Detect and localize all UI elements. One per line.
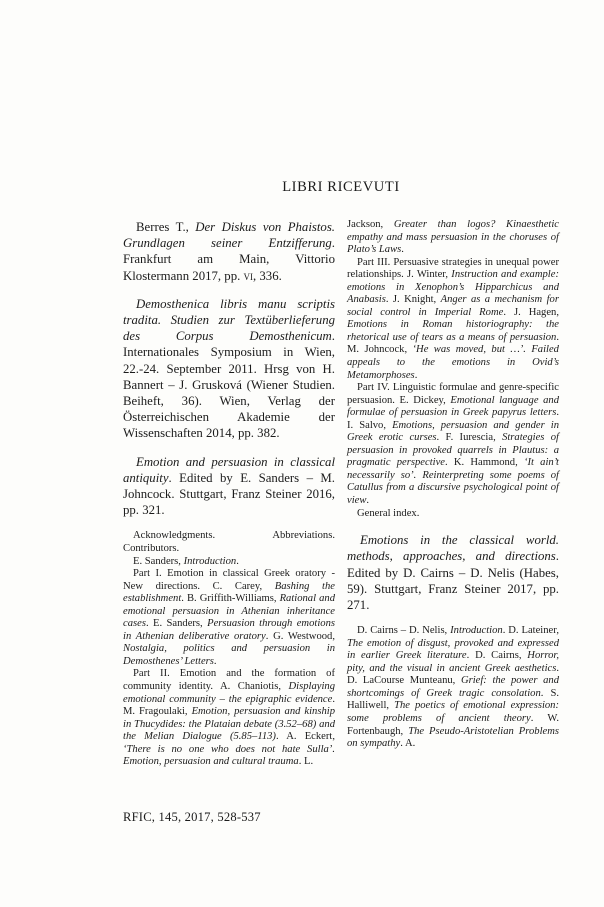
text-run: . xyxy=(401,244,404,256)
text-run: . D. Lateiner, xyxy=(502,625,559,637)
book-entry-berres xyxy=(123,219,335,284)
text-run: . xyxy=(414,369,418,381)
italic-text-run: ‘There is no one who does not hate Sulla’. Emotion, persuasion and cultural trauma xyxy=(123,743,335,768)
italic-text-run: Rational and emotional persuasion in Athenian inheritance cases xyxy=(123,593,335,630)
italic-text-run: Bashing the establishment xyxy=(123,580,335,605)
text-run: . xyxy=(236,555,239,567)
right-column xyxy=(347,219,559,769)
toc-cairns-nelis xyxy=(347,625,559,750)
italic-text-run: The poetics of emotional expression: some problems of ancient theory xyxy=(347,700,560,724)
italic-text-run: Introduction xyxy=(183,555,237,567)
text-run: . Edited by E. Sanders – M. Johncock. Stuttgart, Franz Steiner 2016, pp. 321. xyxy=(123,470,335,518)
text-run: . L. xyxy=(298,756,314,768)
italic-text-run: Grief: the power and shortcomings of Greek tragic consolation xyxy=(347,675,559,699)
text-run: . G. Westwood, xyxy=(265,630,335,642)
text-run: . xyxy=(366,495,370,507)
italic-text-run: ‘He was moved, but …’. Failed appeals to the emotions in Ovid’s Metamorphoses xyxy=(347,344,559,381)
text-run: Part II. Emotion and the formation of community identity. A. Chaniotis, xyxy=(123,668,335,693)
toc-part-2-continued xyxy=(347,219,559,257)
left-column xyxy=(123,219,335,769)
toc-part-3 xyxy=(347,257,559,382)
text-run: . A. xyxy=(400,738,416,750)
text-run: . M. Johncock, xyxy=(347,331,559,356)
italic-text-run: Emotion, persuasion and kinship in Thucydides: the Plataian debate (3.52–68) and the Melian Dialogue (5.85–113) xyxy=(123,706,336,743)
text-run: General index. xyxy=(357,507,420,519)
text-run: . B. Griffith-Williams, xyxy=(181,593,280,605)
italic-text-run: ‘It ain’t necessarily so’. Reinterpreting some poems of Catullus from a discursive psychological point of view xyxy=(347,457,559,507)
text-run: Part IV. Linguistic formulae and genre-specific persuasion. E. Dickey, xyxy=(347,382,559,406)
toc-part-4 xyxy=(347,382,559,507)
text-run: . J. Hagen, xyxy=(503,306,560,318)
italic-text-run: Emotions, persuasion and gender in Greek erotic curses xyxy=(347,419,559,444)
two-column-text-block xyxy=(123,219,559,769)
text-run: Berres T., xyxy=(136,220,196,234)
text-run: . W. Fortenbaugh, xyxy=(347,712,560,737)
italic-text-run: Nostalgia, politics and persuasion in Demosthenes’ Letters xyxy=(123,643,335,667)
italic-text-run: Emotional language and formulae of persuasion in Greek papyrus letters xyxy=(347,394,559,419)
text-run: . Edited by D. Cairns – D. Nelis (Habes, 59). Stuttgart, Franz Steiner 2017, pp. 271. xyxy=(347,549,559,612)
book-entry-emotion-persuasion xyxy=(123,454,335,519)
text-run: . Internationales Symposium in Wien, 22.-24. September 2011. Hrsg von H. Bannert – J. Grusková (Wiener Studien. Beiheft, 36). Wien, Verlag der Österreichischen Akademie der Wissenschaften 2014, pp. 382. xyxy=(123,329,335,441)
text-run: . I. Salvo, xyxy=(347,407,559,431)
italic-text-run: Greater than logos? Kinaesthetic empathy and mass persuasion in the choruses of Plato’s Laws xyxy=(347,219,559,256)
italic-text-run: Demosthenica libris manu scriptis tradita. Studien zur Textüberlieferung des Corpus Demosthenicum xyxy=(123,296,335,344)
italic-text-run: Der Diskus von Phaistos. Grundlagen seiner Entzifferung xyxy=(123,220,335,251)
book-entry-emotions-classical-world xyxy=(347,532,559,613)
italic-text-run: Emotion and persuasion in classical antiquity xyxy=(123,454,335,485)
text-run: vi xyxy=(243,268,253,283)
text-run: Jackson, xyxy=(347,219,394,230)
italic-text-run: Instruction and example: emotions in Xenophon’s Hipparchicus and Anabasis xyxy=(347,269,559,306)
page-title: LIBRI RICEVUTI xyxy=(282,179,400,195)
text-run: . D. LaCourse Munteanu, xyxy=(347,662,559,687)
text-run: Part III. Persuasive strategies in unequal power relationships. J. Winter, xyxy=(347,256,559,281)
text-run: . F. Iurescia, xyxy=(436,432,503,444)
text-run: . J. Knight, xyxy=(385,294,441,306)
toc-general-index xyxy=(347,508,559,521)
toc-part-2 xyxy=(123,668,335,768)
toc-introduction xyxy=(123,556,335,569)
text-run: Part I. Emotion in classical Greek oratory - New directions. C. Carey, xyxy=(123,568,335,592)
text-run: Acknowledgments. Abbreviations. Contributors. xyxy=(123,530,335,554)
toc-part-1 xyxy=(123,568,335,668)
italic-text-run: Horror, pity, and the visual in ancient Greek aesthetics xyxy=(347,650,559,674)
book-entry-demosthenica xyxy=(123,296,335,442)
italic-text-run: The emotion of disgust, provoked and expressed in earlier Greek literature xyxy=(347,637,559,662)
text-run: . D. Cairns, xyxy=(466,650,528,662)
toc-front-matter xyxy=(123,530,335,555)
italic-text-run: Strategies of persuasion in provoked quarrels in Plautus: a pragmatic perspective xyxy=(347,432,560,469)
italic-text-run: Introduction xyxy=(450,625,503,637)
journal-citation-footer: RFIC, 145, 2017, 528-537 xyxy=(123,810,261,824)
italic-text-run: The Pseudo-Aristotelian Problems on sympathy xyxy=(347,725,559,750)
text-run: . Frankfurt am Main, Vittorio Klostermann 2017, pp. xyxy=(123,236,335,283)
italic-text-run: Displaying emotional community – the epigraphic evidence xyxy=(123,681,335,705)
text-run: . K. Hammond, xyxy=(445,457,524,469)
text-run: . M. Fragoulaki, xyxy=(123,693,335,718)
italic-text-run: Anger as a mechanism for social control in Imperial Rome xyxy=(347,294,559,318)
text-run: . E. Sanders, xyxy=(145,618,208,630)
italic-text-run: Persuasion through emotions in Athenian deliberative oratory xyxy=(123,618,335,642)
text-run: E. Sanders, xyxy=(133,555,184,567)
text-run: . S. Halliwell, xyxy=(347,687,560,712)
text-run: . xyxy=(213,655,217,667)
text-run: , 336. xyxy=(253,268,282,283)
italic-text-run: Emotions in Roman historiography: the rhetorical use of tears as a means of persuasion xyxy=(347,319,559,343)
text-run: D. Cairns – D. Nelis, xyxy=(357,625,451,637)
text-run: . A. Eckert, xyxy=(275,731,335,743)
italic-text-run: Emotions in the classical world. methods, approaches, and directions xyxy=(347,533,559,564)
